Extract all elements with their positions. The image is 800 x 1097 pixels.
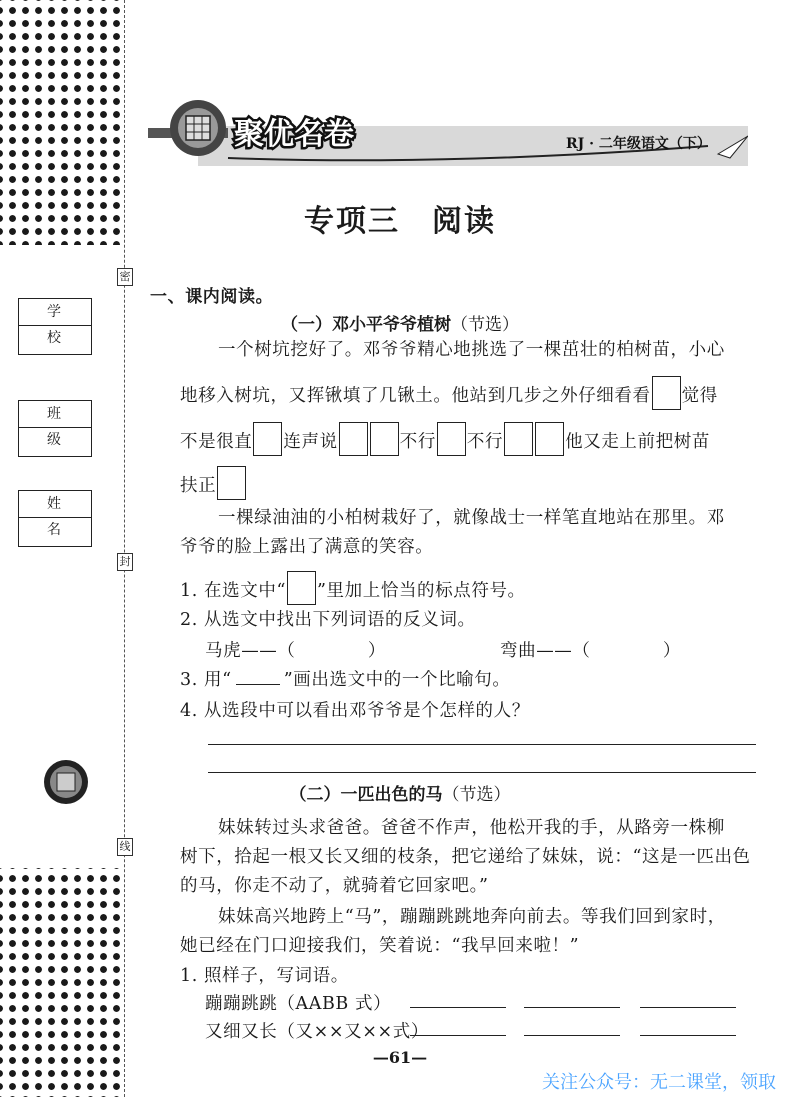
question-1-4: 4. 从选段中可以看出邓爷爷是个怎样的人？ <box>180 701 530 721</box>
antonym-blank-1[interactable]: 马虎——（ ） <box>205 641 386 661</box>
header-banner <box>148 98 748 168</box>
question-1-2: 2. 从选文中找出下列词语的反义词。 <box>180 610 476 630</box>
passage-1-line-4: 扶正 <box>180 466 247 500</box>
school-label: 学 校 <box>19 299 91 326</box>
example-aabb: 蹦蹦跳跳（AABB 式） <box>205 994 392 1014</box>
passage-2-line-2: 树下，拾起一根又长又细的枝条，把它递给了妹妹，说：“这是一匹出色 <box>180 847 751 867</box>
example-abac: 又细又长（又××又××式） <box>205 1022 429 1042</box>
punctuation-box[interactable] <box>652 376 681 410</box>
class-field[interactable] <box>18 400 92 457</box>
passage-2-line-1: 妹妹转过头求爸爸。爸爸不作声，他松开我的手，从路旁一株柳 <box>218 818 725 838</box>
answer-line-2[interactable] <box>208 772 756 773</box>
word-blank[interactable] <box>410 1007 506 1008</box>
seal-mark-mi: 密 <box>117 268 133 286</box>
brand-title: 聚优名卷 <box>234 117 354 152</box>
passage-2-line-3: 的马，你走不动了，就骑着它回家吧。” <box>180 876 489 896</box>
answer-line-1[interactable] <box>208 744 756 745</box>
question-2-1: 1. 照样子，写词语。 <box>180 966 349 986</box>
word-blank[interactable] <box>640 1007 736 1008</box>
punctuation-box[interactable] <box>504 422 533 456</box>
passage-1-line-6: 爷爷的脸上露出了满意的笑容。 <box>180 537 434 557</box>
question-1-1: 1. 在选文中“ ”里加上恰当的标点符号。 <box>180 571 526 605</box>
binding-line <box>124 0 126 1097</box>
page-number: —61— <box>372 1048 428 1067</box>
antonym-blank-2[interactable]: 弯曲——（ ） <box>500 641 681 661</box>
punctuation-box[interactable] <box>339 422 368 456</box>
punctuation-box[interactable] <box>437 422 466 456</box>
punctuation-box[interactable] <box>253 422 282 456</box>
passage-2-line-5: 她已经在门口迎接我们，笑着说：“我早回来啦！” <box>180 936 580 956</box>
seal-mark-feng: 封 <box>117 553 133 571</box>
passage-1-heading: （一）邓小平爷爷植树（节选） <box>281 315 519 335</box>
punctuation-box[interactable] <box>370 422 399 456</box>
name-label: 姓 名 <box>19 491 91 518</box>
name-field[interactable] <box>18 490 92 547</box>
punctuation-box[interactable] <box>287 571 316 605</box>
passage-1-line-3: 不是很直 连声说 不行 不行 他又走上前把树苗 <box>180 422 710 456</box>
passage-1-line-2: 地移入树坑，又挥锹填了几锹土。他站到几步之外仔细看看 觉得 <box>180 376 718 410</box>
edition-label: RJ · 二年级语文（下） <box>566 136 711 152</box>
passage-1-line-1: 一个树坑挖好了。邓爷爷精心地挑选了一棵茁壮的柏树苗，小心 <box>218 340 725 360</box>
page-title: 专项三 阅读 <box>304 204 496 239</box>
passage-2-heading: （二）一匹出色的马（节选） <box>289 785 511 805</box>
seal-mark-xian: 线 <box>117 838 133 856</box>
word-blank[interactable] <box>524 1007 620 1008</box>
punctuation-box[interactable] <box>217 466 246 500</box>
word-blank[interactable] <box>524 1035 620 1036</box>
class-label: 班 级 <box>19 401 91 428</box>
section-heading-1: 一、课内阅读。 <box>150 287 274 307</box>
passage-1-line-5: 一棵绿油油的小柏树栽好了，就像战士一样笔直地站在那里。邓 <box>218 508 725 528</box>
question-1-3: 3. 用“ ”画出选文中的一个比喻句。 <box>180 670 511 690</box>
word-blank[interactable] <box>640 1035 736 1036</box>
vertical-brand-logo <box>36 596 96 806</box>
watermark: 关注公众号：无二课堂，领取 <box>542 1072 776 1093</box>
passage-2-line-4: 妹妹高兴地跨上“马”，蹦蹦跳跳地奔向前去。等我们回到家时， <box>218 907 726 927</box>
word-blank[interactable] <box>410 1035 506 1036</box>
punctuation-box[interactable] <box>535 422 564 456</box>
